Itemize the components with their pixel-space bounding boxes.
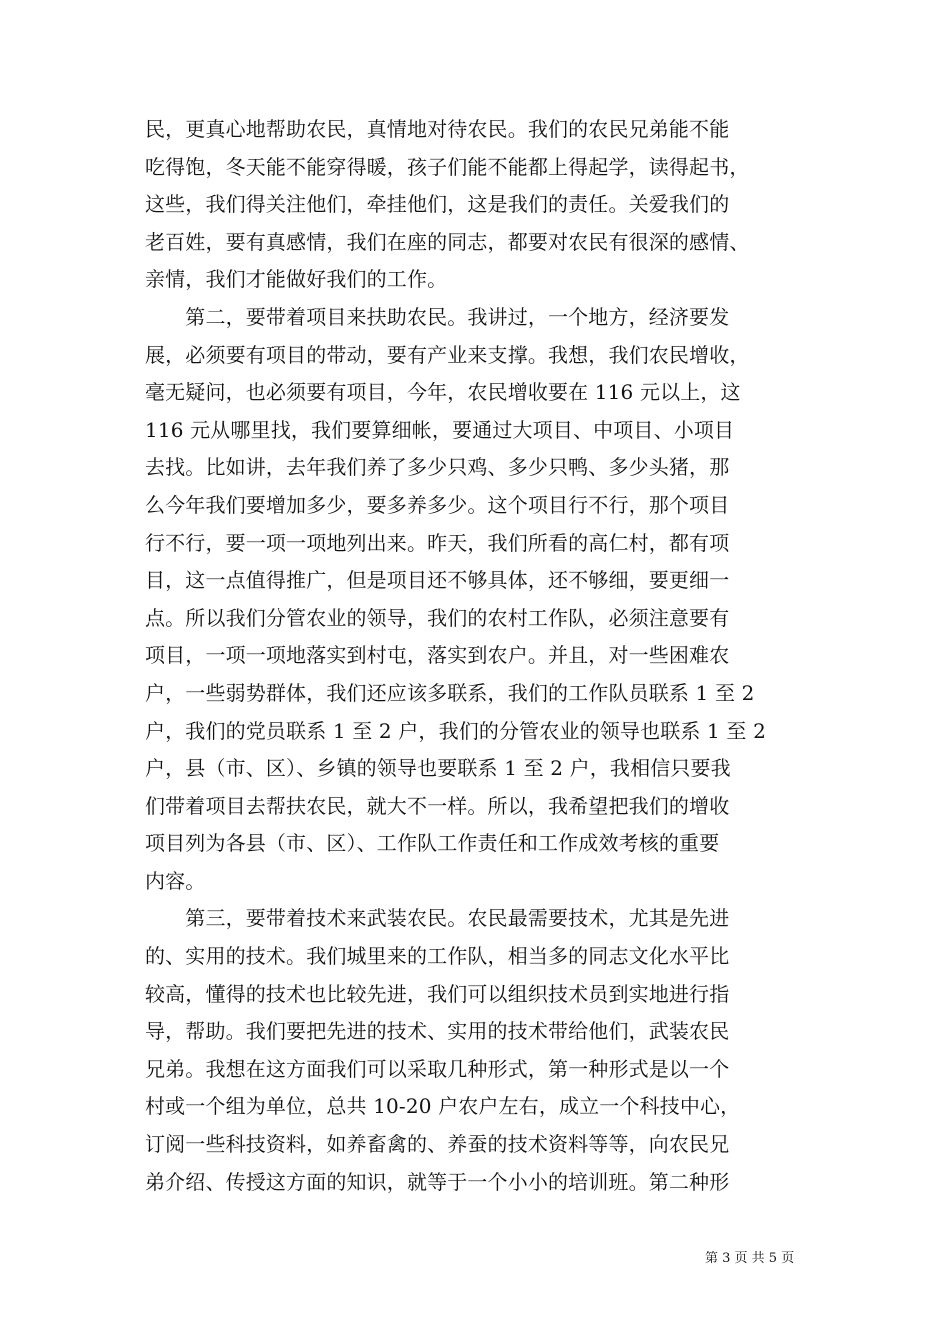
text-line: 亲情，我们才能做好我们的工作。 [145, 267, 448, 292]
text-line: 的、实用的技术。我们城里来的工作队，相当多的同志文化水平比 [145, 944, 730, 969]
text-line: 较高，懂得的技术也比较先进，我们可以组织技术员到实地进行指 [145, 981, 730, 1006]
text-line: 这些，我们得关注他们，牵挂他们，这是我们的责任。关爱我们的 [145, 192, 730, 217]
text-line: 村或一个组为单位，总共 10-20 户农户左右，成立一个科技中心， [145, 1094, 741, 1119]
text-line: 弟介绍、传授这方面的知识，就等于一个小小的培训班。第二种形 [145, 1169, 730, 1194]
text-line: 项目，一项一项地落实到村屯，落实到农户。并且，对一些困难农 [145, 643, 730, 668]
body-text [145, 111, 809, 1201]
text-line: 户，我们的党员联系 1 至 2 户，我们的分管农业的领导也联系 1 至 2 [145, 718, 766, 743]
text-line: 民，更真心地帮助农民，真情地对待农民。我们的农民兄弟能不能 [145, 117, 730, 141]
text-line: 点。所以我们分管农业的领导，我们的农村工作队，必须注意要有 [145, 605, 730, 630]
text-line: 老百姓，要有真感情，我们在座的同志，都要对农民有很深的感情、 [145, 229, 750, 254]
text-line: 兄弟。我想在这方面我们可以采取几种形式，第一种形式是以一个 [145, 1056, 730, 1081]
text-line: 目，这一点值得推广，但是项目还不够具体，还不够细，要更细一 [145, 568, 730, 593]
page-number-footer: 第 3 页 共 5 页 [705, 1251, 795, 1266]
text-line: 毫无疑问，也必须要有项目，今年，农民增收要在 116 元以上，这 [145, 380, 741, 405]
text-line: 吃得饱，冬天能不能穿得暖，孩子们能不能都上得起学，读得起书， [145, 154, 750, 179]
text-line: 户，一些弱势群体，我们还应该多联系，我们的工作队员联系 1 至 2 [145, 680, 755, 705]
text-line: 内容。 [145, 868, 206, 893]
text-line: 第二，要带着项目来扶助农民。我讲过，一个地方，经济要发 [145, 304, 730, 329]
text-line: 们带着项目去帮扶农民，就大不一样。所以，我希望把我们的增收 [145, 793, 730, 818]
text-line: 项目列为各县（市、区）、工作队工作责任和工作成效考核的重要 [145, 831, 720, 856]
text-line: 去找。比如讲，去年我们养了多少只鸡、多少只鸭、多少头猪，那 [145, 455, 730, 480]
text-line: 导，帮助。我们要把先进的技术、实用的技术带给他们，武装农民 [145, 1019, 730, 1044]
text-line: 展，必须要有项目的带动，要有产业来支撑。我想，我们农民增收， [145, 342, 750, 367]
text-line: 第三，要带着技术来武装农民。农民最需要技术，尤其是先进 [145, 906, 730, 931]
text-line: 订阅一些科技资料，如养畜禽的、养蚕的技术资料等等，向农民兄 [145, 1132, 730, 1157]
text-line: 户，县（市、区）、乡镇的领导也要联系 1 至 2 户，我相信只要我 [145, 756, 731, 781]
text-line: 行不行，要一项一项地列出来。昨天，我们所看的高仁村，都有项 [145, 530, 730, 555]
text-line: 么今年我们要增加多少，要多养多少。这个项目行不行，那个项目 [145, 492, 730, 517]
text-line: 116 元从哪里找，我们要算细帐，要通过大项目、中项目、小项目 [145, 417, 735, 442]
